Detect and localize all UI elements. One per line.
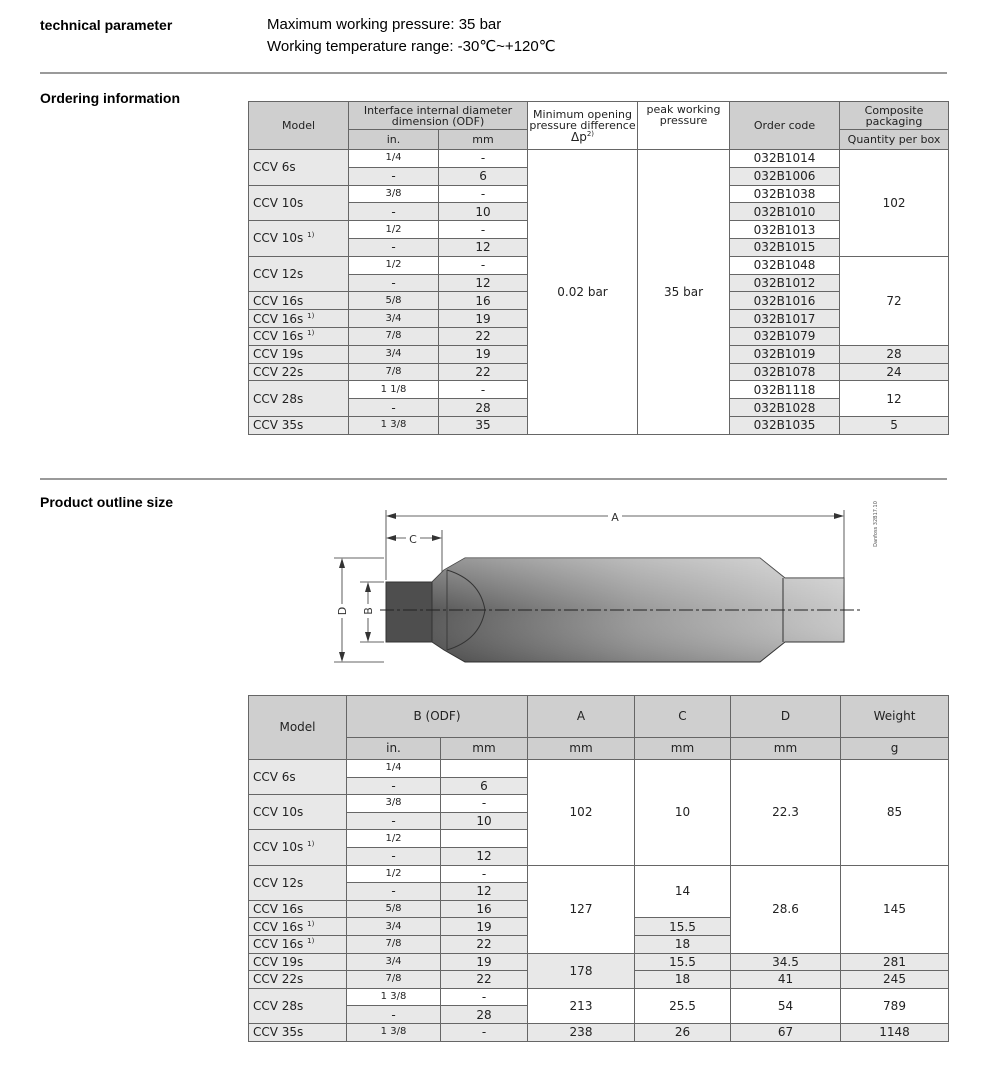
section-divider — [40, 478, 947, 480]
inch-cell: 1/4 — [347, 760, 441, 778]
delta-p-symbol: $\Delta p^{2)}$ — [571, 129, 595, 144]
inch-cell: 3/4 — [349, 310, 439, 328]
inch-cell: 1/4 — [349, 150, 439, 168]
inch-cell: - — [349, 399, 439, 417]
mm-cell: 19 — [439, 345, 528, 363]
inch-cell: - — [347, 1006, 441, 1024]
weight-cell: 281 — [841, 953, 949, 971]
inch-cell: 1 3/8 — [347, 988, 441, 1006]
order-code-cell: 032B1079 — [730, 327, 840, 345]
c-cell: 10 — [635, 760, 731, 866]
mm-cell: 12 — [439, 238, 528, 256]
inch-cell: 3/4 — [347, 918, 441, 936]
d-cell: 28.6 — [731, 865, 841, 953]
weight-cell: 789 — [841, 988, 949, 1023]
inch-cell: 1/2 — [347, 865, 441, 883]
mm-cell: 22 — [439, 363, 528, 381]
model-cell: CCV 6s — [249, 760, 347, 795]
header-order-code: Order code — [730, 102, 840, 150]
product-outline-drawing — [320, 500, 880, 680]
order-code-cell: 032B1015 — [730, 238, 840, 256]
ordering-information-label: Ordering information — [40, 90, 180, 106]
temperature-range-text: Working temperature range: -30℃~+120℃ — [267, 38, 556, 55]
inch-cell: - — [349, 167, 439, 185]
header-model: Model — [249, 102, 349, 150]
mm-cell: - — [441, 988, 528, 1006]
mm-cell: - — [439, 256, 528, 274]
order-code-cell: 032B1014 — [730, 150, 840, 168]
model-cell: CCV 12s — [249, 256, 349, 292]
order-code-cell: 032B1013 — [730, 221, 840, 239]
model-cell: CCV 10s $^{1)}$ — [249, 221, 349, 257]
peak-pressure-value: 35 bar — [638, 150, 730, 435]
dim-a-label: A — [611, 511, 619, 524]
order-code-cell: 032B1048 — [730, 256, 840, 274]
order-code-cell: 032B1017 — [730, 310, 840, 328]
d-cell: 41 — [731, 971, 841, 989]
qty-cell: 24 — [840, 363, 949, 381]
dim-c-label: C — [409, 533, 417, 546]
mm-cell: 10 — [439, 203, 528, 221]
c-cell: 26 — [635, 1023, 731, 1041]
qty-cell: 28 — [840, 345, 949, 363]
min-opening-text: Minimum opening pressure difference — [529, 107, 636, 132]
inch-cell: 7/8 — [347, 971, 441, 989]
order-code-cell: 032B1078 — [730, 363, 840, 381]
model-cell: CCV 6s — [249, 150, 349, 186]
mm-cell — [441, 760, 528, 778]
mm-cell: - — [441, 795, 528, 813]
mm-cell: - — [439, 185, 528, 203]
header-in: in. — [349, 130, 439, 150]
model-cell: CCV 16s — [249, 292, 349, 310]
c-cell: 18 — [635, 935, 731, 953]
a-cell: 213 — [528, 988, 635, 1023]
header-weight-unit: g — [841, 738, 949, 760]
mm-cell: 28 — [439, 399, 528, 417]
inch-cell: 1/2 — [349, 256, 439, 274]
header-composite: Composite packaging — [840, 102, 949, 130]
a-cell: 102 — [528, 760, 635, 866]
mm-cell: 19 — [441, 953, 528, 971]
order-code-cell: 032B1035 — [730, 416, 840, 434]
mm-cell: 12 — [439, 274, 528, 292]
c-cell: 25.5 — [635, 988, 731, 1023]
mm-cell: 28 — [441, 1006, 528, 1024]
mm-cell: 16 — [441, 900, 528, 918]
header-peak-pressure: peak working pressure — [638, 102, 730, 150]
inch-cell: - — [347, 847, 441, 865]
inch-cell: - — [347, 883, 441, 901]
c-cell: 15.5 — [635, 953, 731, 971]
header-b-odf: B (ODF) — [347, 696, 528, 738]
inch-cell: - — [347, 777, 441, 795]
dim-d-label: D — [336, 606, 349, 616]
model-cell: CCV 28s — [249, 988, 347, 1023]
order-code-cell: 032B1038 — [730, 185, 840, 203]
header-c-unit: mm — [635, 738, 731, 760]
inch-cell: 1 3/8 — [349, 416, 439, 434]
mm-cell: - — [439, 381, 528, 399]
header-model: Model — [249, 696, 347, 760]
c-cell: 18 — [635, 971, 731, 989]
mm-cell: 12 — [441, 847, 528, 865]
model-cell: CCV 10s $^{1)}$ — [249, 830, 347, 865]
inch-cell: 7/8 — [349, 327, 439, 345]
drawing-reference: Danfoss 32B17.10 — [873, 501, 879, 547]
weight-cell: 245 — [841, 971, 949, 989]
inch-cell: - — [349, 238, 439, 256]
model-cell: CCV 22s — [249, 363, 349, 381]
mm-cell: - — [441, 1023, 528, 1041]
mm-cell: 6 — [441, 777, 528, 795]
a-cell: 178 — [528, 953, 635, 988]
inch-cell: 1 1/8 — [349, 381, 439, 399]
model-cell: CCV 19s — [249, 345, 349, 363]
inch-cell: - — [349, 274, 439, 292]
mm-cell: 6 — [439, 167, 528, 185]
model-cell: CCV 16s $^{1)}$ — [249, 327, 349, 345]
header-in: in. — [347, 738, 441, 760]
header-weight: Weight — [841, 696, 949, 738]
model-cell: CCV 10s — [249, 185, 349, 221]
mm-cell: - — [441, 865, 528, 883]
inch-cell: - — [347, 812, 441, 830]
d-cell: 54 — [731, 988, 841, 1023]
inch-cell: 1/2 — [349, 221, 439, 239]
qty-cell: 102 — [840, 150, 949, 257]
mm-cell: 16 — [439, 292, 528, 310]
weight-cell: 85 — [841, 760, 949, 866]
model-cell: CCV 16s — [249, 900, 347, 918]
header-mm: mm — [439, 130, 528, 150]
header-d-unit: mm — [731, 738, 841, 760]
c-cell: 15.5 — [635, 918, 731, 936]
model-cell: CCV 12s — [249, 865, 347, 900]
inch-cell: 1 3/8 — [347, 1023, 441, 1041]
model-cell: CCV 16s $^{1)}$ — [249, 310, 349, 328]
inch-cell: 7/8 — [349, 363, 439, 381]
inch-cell: 3/4 — [349, 345, 439, 363]
inch-cell: 7/8 — [347, 935, 441, 953]
d-cell: 22.3 — [731, 760, 841, 866]
order-code-cell: 032B1118 — [730, 381, 840, 399]
weight-cell: 145 — [841, 865, 949, 953]
technical-parameters — [267, 14, 556, 58]
a-cell: 127 — [528, 865, 635, 953]
order-code-cell: 032B1016 — [730, 292, 840, 310]
a-cell: 238 — [528, 1023, 635, 1041]
mm-cell: 19 — [441, 918, 528, 936]
dim-b-label: B — [362, 607, 375, 615]
header-a-unit: mm — [528, 738, 635, 760]
section-divider — [40, 72, 947, 74]
mm-cell — [441, 830, 528, 848]
header-interface: Interface internal diameter dimension (ODF) — [349, 102, 528, 130]
header-a: A — [528, 696, 635, 738]
dimension-table — [248, 695, 949, 1042]
inch-cell: - — [349, 203, 439, 221]
order-code-cell: 032B1019 — [730, 345, 840, 363]
model-cell: CCV 22s — [249, 971, 347, 989]
header-qty: Quantity per box — [840, 130, 949, 150]
mm-cell: 22 — [441, 935, 528, 953]
mm-cell: 12 — [441, 883, 528, 901]
min-opening-value: 0.02 bar — [528, 150, 638, 435]
qty-cell: 5 — [840, 416, 949, 434]
header-min-opening — [528, 102, 638, 150]
header-d: D — [731, 696, 841, 738]
mm-cell: 22 — [439, 327, 528, 345]
model-cell: CCV 19s — [249, 953, 347, 971]
inch-cell: 1/2 — [347, 830, 441, 848]
mm-cell: 22 — [441, 971, 528, 989]
mm-cell: 35 — [439, 416, 528, 434]
mm-cell: - — [439, 150, 528, 168]
model-cell: CCV 10s — [249, 795, 347, 830]
mm-cell: 10 — [441, 812, 528, 830]
order-code-cell: 032B1028 — [730, 399, 840, 417]
order-code-cell: 032B1012 — [730, 274, 840, 292]
inch-cell: 3/8 — [349, 185, 439, 203]
order-code-cell: 032B1006 — [730, 167, 840, 185]
order-code-cell: 032B1010 — [730, 203, 840, 221]
ordering-table — [248, 101, 949, 435]
model-cell: CCV 16s $^{1)}$ — [249, 918, 347, 936]
product-outline-label: Product outline size — [40, 494, 174, 510]
model-cell: CCV 28s — [249, 381, 349, 417]
c-cell: 14 — [635, 865, 731, 918]
weight-cell: 1148 — [841, 1023, 949, 1041]
model-cell: CCV 35s — [249, 416, 349, 434]
max-pressure-text: Maximum working pressure: 35 bar — [267, 16, 502, 33]
header-mm: mm — [441, 738, 528, 760]
header-c: C — [635, 696, 731, 738]
inch-cell: 5/8 — [347, 900, 441, 918]
d-cell: 67 — [731, 1023, 841, 1041]
technical-parameter-label: technical parameter — [40, 17, 173, 33]
inch-cell: 3/4 — [347, 953, 441, 971]
model-cell: CCV 35s — [249, 1023, 347, 1041]
qty-cell: 72 — [840, 256, 949, 345]
inch-cell: 3/8 — [347, 795, 441, 813]
d-cell: 34.5 — [731, 953, 841, 971]
mm-cell: - — [439, 221, 528, 239]
mm-cell: 19 — [439, 310, 528, 328]
qty-cell: 12 — [840, 381, 949, 417]
inch-cell: 5/8 — [349, 292, 439, 310]
model-cell: CCV 16s $^{1)}$ — [249, 935, 347, 953]
